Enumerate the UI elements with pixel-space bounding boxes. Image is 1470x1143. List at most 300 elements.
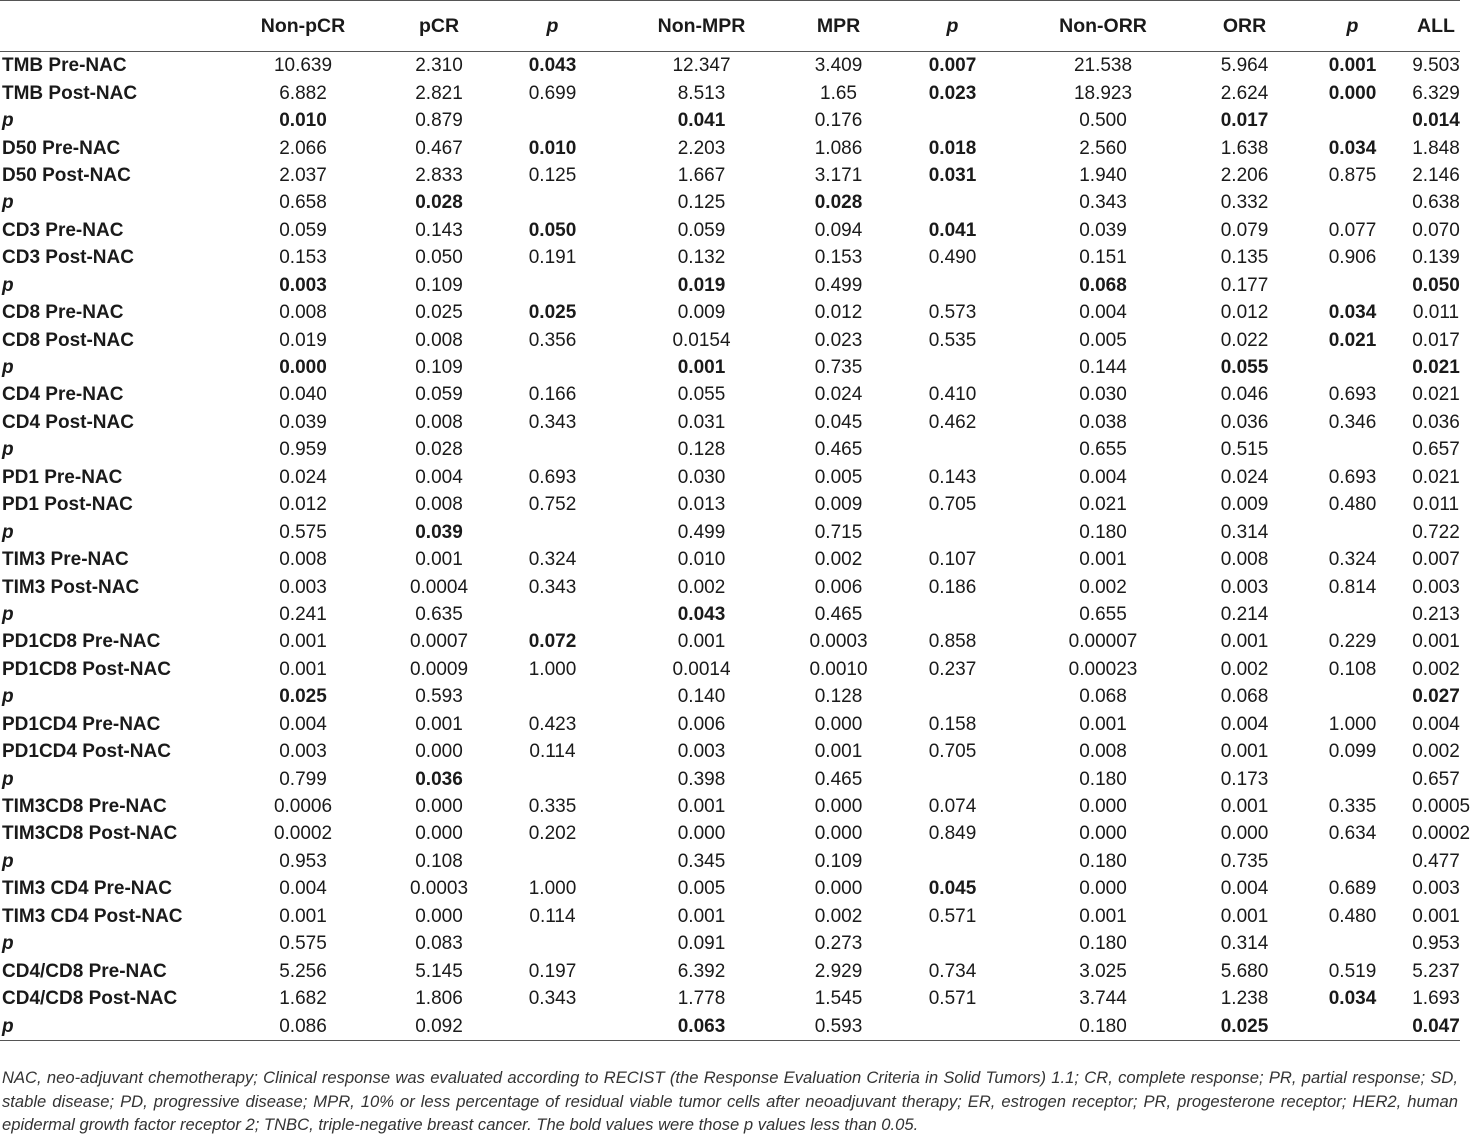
table-cell: 0.657	[1412, 768, 1460, 790]
table-cell: 0.000	[1079, 796, 1127, 818]
table-cell: 0.213	[1412, 603, 1460, 625]
table-cell: 0.092	[394, 1012, 484, 1040]
table-cell: 0.009	[1220, 494, 1269, 516]
table-cell	[484, 683, 621, 710]
table-cell: 0.006	[677, 713, 726, 735]
table-cell: 0.799	[279, 768, 327, 790]
table-row	[0, 738, 1460, 765]
table-cell: 2.560	[1079, 137, 1127, 159]
table-row	[0, 217, 1460, 244]
table-cell: 0.343	[528, 411, 577, 433]
table-row	[0, 985, 1460, 1012]
table-cell: 0.031	[677, 411, 726, 433]
table-cell: 0.186	[928, 576, 977, 598]
table-cell: 1.545	[814, 988, 863, 1010]
table-cell: 0.0005	[1412, 796, 1470, 818]
table-cell: 0.000	[279, 357, 327, 379]
table-cell: 0.657	[1412, 439, 1460, 461]
row-label: p	[0, 1012, 212, 1040]
row-label: PD1CD8 Pre-NAC	[2, 631, 161, 653]
table-cell: 0.140	[677, 686, 726, 708]
table-cell: 0.000	[1079, 823, 1127, 845]
table-cell: 0.693	[1328, 466, 1377, 488]
row-label: TIM3 Pre-NAC	[2, 549, 129, 571]
table-row	[0, 491, 1460, 518]
table-cell	[484, 1012, 621, 1040]
row-label: p	[2, 768, 14, 790]
table-cell: 0.012	[279, 494, 327, 516]
table-cell: 0.021	[1412, 357, 1460, 379]
row-label: CD8 Post-NAC	[2, 329, 134, 351]
table-row	[0, 711, 1460, 738]
table-cell: 0.055	[677, 384, 726, 406]
table-cell: 0.001	[415, 713, 463, 735]
table-cell: 0.017	[1220, 110, 1269, 132]
table-cell: 0.007	[1412, 549, 1460, 571]
table-cell: 0.715	[814, 521, 863, 543]
table-cell: 0.515	[1220, 439, 1269, 461]
table-cell: 6.329	[1412, 82, 1460, 104]
table-cell: 0.00023	[1068, 658, 1138, 680]
table-row	[0, 436, 1460, 463]
table-cell: 0.039	[279, 411, 327, 433]
row-label: TMB Pre-NAC	[2, 55, 127, 77]
row-label: CD3 Pre-NAC	[2, 219, 124, 241]
table-cell: 0.001	[1328, 55, 1377, 77]
table-row	[0, 1012, 1460, 1040]
table-cell: 2.206	[1220, 164, 1269, 186]
table-cell: 0.214	[1220, 603, 1269, 625]
table-cell: 0.001	[279, 905, 327, 927]
table-cell: 0.343	[528, 576, 577, 598]
table-cell: 0.002	[814, 905, 863, 927]
table-cell: 1.638	[1220, 137, 1269, 159]
table-cell: 0.0009	[409, 658, 469, 680]
table-cell: 0.959	[279, 439, 327, 461]
table-cell: 0.000	[677, 823, 726, 845]
table-cell: 9.503	[1412, 55, 1460, 77]
table-cell	[1293, 436, 1412, 463]
table-cell: 0.143	[415, 219, 463, 241]
table-row	[0, 326, 1460, 353]
table-cell: 0.114	[529, 741, 576, 763]
table-cell: 0.462	[928, 411, 977, 433]
row-label: p	[2, 110, 14, 132]
table-cell	[484, 518, 621, 545]
table-cell: 0.034	[1328, 302, 1377, 324]
table-row	[0, 162, 1460, 189]
table-cell: 0.114	[529, 905, 576, 927]
table-cell: 0.345	[677, 850, 726, 872]
table-cell: 0.593	[415, 686, 463, 708]
row-label: p	[2, 439, 14, 461]
row-label: PD1 Pre-NAC	[2, 466, 123, 488]
table-row	[0, 930, 1460, 957]
table-cell: 1.000	[528, 878, 577, 900]
table-cell: 0.019	[279, 329, 327, 351]
table-cell	[1293, 189, 1412, 216]
table-cell: 0.000	[1328, 82, 1377, 104]
row-label: p	[2, 192, 14, 214]
table-cell: 0.019	[677, 274, 726, 296]
table-cell: 0.658	[279, 192, 327, 214]
table-cell: 0.001	[279, 631, 327, 653]
row-label: TIM3CD8 Pre-NAC	[2, 796, 167, 818]
table-cell	[895, 189, 1010, 216]
table-cell	[484, 601, 621, 628]
header-cell-mpr: MPR	[782, 1, 895, 52]
table-cell: 0.398	[677, 768, 726, 790]
table-cell: 0.109	[415, 357, 463, 379]
table-cell: 0.059	[415, 384, 463, 406]
table-cell: 0.480	[1328, 494, 1377, 516]
table-cell: 0.655	[1079, 603, 1127, 625]
table-cell: 0.125	[677, 192, 726, 214]
table-cell: 5.964	[1220, 55, 1269, 77]
table-cell: 1.238	[1220, 988, 1269, 1010]
table-cell: 0.004	[415, 466, 463, 488]
table-cell	[895, 1012, 1010, 1040]
table-cell: 0.024	[814, 384, 863, 406]
table-cell: 0.003	[1412, 576, 1460, 598]
table-cell: 0.519	[1328, 960, 1377, 982]
table-cell: 1.000	[528, 658, 577, 680]
table-cell: 0.091	[677, 933, 726, 955]
table-cell: 2.066	[279, 137, 327, 159]
table-cell: 0.0002	[273, 823, 333, 845]
table-cell: 0.018	[928, 137, 977, 159]
table-cell: 6.882	[279, 82, 327, 104]
table-cell: 0.571	[928, 905, 977, 927]
table-cell: 0.005	[1079, 329, 1127, 351]
table-cell: 3.409	[814, 55, 863, 77]
table-cell: 0.002	[1079, 576, 1127, 598]
table-cell: 0.021	[1328, 329, 1377, 351]
table-cell: 0.849	[928, 823, 977, 845]
row-label: CD4 Pre-NAC	[2, 384, 124, 406]
table-cell: 0.735	[1220, 850, 1269, 872]
table-cell: 0.343	[1079, 192, 1127, 214]
table-cell: 0.009	[814, 494, 863, 516]
table-cell: 0.875	[1328, 164, 1377, 186]
table-cell: 0.002	[1220, 658, 1269, 680]
table-cell: 0.638	[1412, 192, 1460, 214]
table-cell: 0.012	[814, 302, 863, 324]
table-cell: 0.693	[1328, 384, 1377, 406]
table-row	[0, 957, 1460, 984]
table-cell: 0.314	[1220, 521, 1269, 543]
table-cell: 0.000	[814, 796, 863, 818]
table-cell: 0.023	[814, 329, 863, 351]
table-cell: 0.480	[1328, 905, 1377, 927]
table-cell: 0.500	[1079, 110, 1127, 132]
table-cell: 0.128	[677, 439, 726, 461]
table-cell: 0.068	[1079, 686, 1127, 708]
row-label: p	[2, 603, 14, 625]
table-cell: 0.011	[1412, 494, 1460, 516]
table-cell: 0.083	[415, 933, 463, 955]
table-row	[0, 354, 1460, 381]
table-cell: 0.072	[528, 631, 577, 653]
table-cell: 1.778	[677, 988, 726, 1010]
row-label: p	[2, 521, 14, 543]
table-cell: 0.004	[279, 878, 327, 900]
table-cell: 0.477	[1412, 850, 1460, 872]
row-label: PD1CD4 Pre-NAC	[2, 713, 161, 735]
table-cell: 3.744	[1079, 988, 1127, 1010]
header-cell-non-pcr: Non-pCR	[212, 1, 394, 52]
table-cell: 0.139	[1412, 247, 1460, 269]
table-cell: 0.001	[677, 905, 726, 927]
table-cell: 0.346	[1328, 411, 1377, 433]
row-label: CD3 Post-NAC	[2, 247, 134, 269]
row-label: TIM3 CD4 Pre-NAC	[2, 878, 172, 900]
table-cell: 0.814	[1328, 576, 1377, 598]
table-cell: 0.036	[1220, 411, 1269, 433]
header-cell-p-orr: p	[1293, 1, 1412, 52]
table-cell: 0.332	[1220, 192, 1269, 214]
table-cell: 0.571	[928, 988, 977, 1010]
table-cell	[1293, 272, 1412, 299]
table-cell: 0.906	[1328, 247, 1377, 269]
table-cell: 0.059	[677, 219, 726, 241]
table-cell: 0.000	[415, 741, 463, 763]
table-cell: 0.699	[528, 82, 577, 104]
table-cell: 0.045	[928, 878, 977, 900]
table-cell: 0.153	[279, 247, 327, 269]
table-cell	[484, 189, 621, 216]
table-cell: 0.008	[415, 411, 463, 433]
table-cell: 0.107	[928, 549, 977, 571]
table-cell: 0.011	[1412, 302, 1460, 324]
table-cell	[895, 765, 1010, 792]
table-cell	[895, 683, 1010, 710]
table-cell: 0.001	[814, 741, 863, 763]
table-cell: 0.002	[814, 549, 863, 571]
table-cell: 0.034	[1328, 137, 1377, 159]
table-cell: 2.146	[1412, 164, 1460, 186]
table-row	[0, 848, 1460, 875]
table-cell	[484, 436, 621, 463]
table-cell: 0.879	[415, 110, 463, 132]
table-cell: 0.025	[279, 686, 327, 708]
table-cell: 0.202	[528, 823, 577, 845]
table-cell	[1293, 107, 1412, 134]
table-body	[0, 52, 1470, 1041]
table-cell: 0.030	[677, 466, 726, 488]
table-cell: 0.0014	[672, 658, 731, 680]
table-cell: 0.008	[279, 302, 327, 324]
table-cell: 0.001	[1412, 905, 1460, 927]
table-cell: 0.705	[928, 741, 977, 763]
table-cell: 0.0010	[809, 658, 868, 680]
table-cell: 0.001	[677, 631, 726, 653]
table-cell: 0.0006	[273, 796, 333, 818]
table-cell: 0.00007	[1068, 631, 1138, 653]
row-label: p	[2, 850, 14, 872]
table-cell: 0.000	[1079, 878, 1127, 900]
table-cell: 0.003	[677, 741, 726, 763]
table-cell: 0.575	[279, 933, 327, 955]
table-cell: 0.070	[1412, 219, 1460, 241]
table-cell	[1293, 765, 1412, 792]
table-cell: 0.153	[814, 247, 863, 269]
table-cell: 1.667	[677, 164, 726, 186]
table-cell: 5.145	[415, 960, 463, 982]
table-cell: 0.000	[415, 796, 463, 818]
table-cell	[895, 930, 1010, 957]
table-cell: 0.004	[1412, 713, 1460, 735]
table-cell: 0.045	[814, 411, 863, 433]
table-footnote: NAC, neo-adjuvant chemotherapy; Clinical response was evaluated according to RECIST (the Response Evaluation Criteria in Solid Tumors) 1.1; CR, complete response; PR, partial response; SD, stable disease; PD, progressive disease; MPR, 10% or less percentage of residual viable tumor cells after neoadjuvant therapy; ER, estrogen receptor; PR, progesterone receptor; HER2, human epidermal growth factor receptor 2; TNBC, triple-negative breast cancer. The bold values were those p values less than 0.05.	[2, 1068, 1458, 1134]
table-cell: 0.001	[1412, 631, 1460, 653]
table-cell: 0.858	[928, 631, 977, 653]
table-cell: 0.229	[1328, 631, 1377, 653]
table-row	[0, 134, 1460, 161]
table-cell: 21.538	[1073, 55, 1133, 77]
table-row	[0, 381, 1460, 408]
table-cell: 0.499	[677, 521, 726, 543]
table-cell: 0.634	[1328, 823, 1377, 845]
table-cell: 0.050	[528, 219, 577, 241]
table-row	[0, 820, 1460, 847]
row-label: p	[2, 933, 14, 955]
table-cell: 0.017	[1412, 329, 1460, 351]
table-cell: 0.028	[415, 192, 463, 214]
table-cell: 0.001	[279, 658, 327, 680]
table-cell: 0.021	[1412, 384, 1460, 406]
table-cell	[1293, 601, 1412, 628]
header-cell-non-mpr: Non-MPR	[621, 1, 782, 52]
table-cell: 1.693	[1412, 988, 1460, 1010]
row-label: TIM3 Post-NAC	[2, 576, 140, 598]
table-cell: 0.722	[1412, 521, 1460, 543]
table-cell: 0.465	[814, 603, 863, 625]
table-cell: 0.151	[1079, 247, 1127, 269]
table-cell: 0.191	[528, 247, 577, 269]
table-cell: 0.335	[528, 796, 577, 818]
table-cell: 0.356	[528, 329, 577, 351]
table-cell	[895, 354, 1010, 381]
table-cell: 0.000	[814, 713, 863, 735]
row-label: TIM3CD8 Post-NAC	[2, 823, 178, 845]
table-cell: 2.203	[677, 137, 726, 159]
table-row	[0, 409, 1460, 436]
table-cell: 0.000	[814, 823, 863, 845]
table-cell: 0.001	[1079, 549, 1127, 571]
table-cell: 0.028	[415, 439, 463, 461]
table-row	[0, 52, 1460, 80]
row-label: PD1 Post-NAC	[2, 494, 133, 516]
table-cell: 0.008	[415, 494, 463, 516]
table-cell: 0.465	[814, 768, 863, 790]
table-cell	[895, 601, 1010, 628]
table-row	[0, 601, 1460, 628]
table-row	[0, 518, 1460, 545]
table-cell: 0.467	[415, 137, 463, 159]
table-cell: 1.848	[1412, 137, 1460, 159]
table-cell: 0.410	[928, 384, 977, 406]
table-cell: 3.025	[1079, 960, 1127, 982]
row-label: PD1CD4 Post-NAC	[2, 741, 171, 763]
table-cell: 0.001	[1220, 905, 1269, 927]
row-label: D50 Pre-NAC	[2, 137, 121, 159]
table-cell: 0.343	[528, 988, 577, 1010]
table-cell: 0.197	[528, 960, 577, 982]
table-cell: 0.734	[928, 960, 977, 982]
table-cell: 0.010	[677, 549, 726, 571]
table-cell: 0.004	[1220, 878, 1269, 900]
table-cell: 0.063	[621, 1012, 782, 1040]
table-cell: 0.036	[415, 768, 463, 790]
table-cell: 0.490	[928, 247, 977, 269]
table-cell: 18.923	[1073, 82, 1133, 104]
table-cell: 0.241	[279, 603, 327, 625]
table-cell: 0.038	[1079, 411, 1127, 433]
table-cell: 0.039	[415, 521, 463, 543]
table-cell: 0.135	[1220, 247, 1269, 269]
table-cell: 0.000	[814, 878, 863, 900]
table-cell: 0.144	[1079, 357, 1127, 379]
table-cell: 0.180	[1079, 933, 1127, 955]
table-cell	[895, 107, 1010, 134]
table-cell: 0.0002	[1412, 823, 1470, 845]
header-cell-orr: ORR	[1196, 1, 1293, 52]
table-cell	[484, 107, 621, 134]
table-row	[0, 244, 1460, 271]
table-row	[0, 875, 1460, 902]
table-row	[0, 189, 1460, 216]
table-cell: 5.237	[1412, 960, 1460, 982]
table-cell: 0.125	[528, 164, 577, 186]
table-cell: 0.043	[528, 55, 577, 77]
table-cell: 0.177	[1220, 274, 1269, 296]
table-cell: 0.314	[1220, 933, 1269, 955]
table-cell: 0.001	[1220, 631, 1269, 653]
table-cell: 0.021	[1412, 466, 1460, 488]
table-cell: 0.324	[1328, 549, 1377, 571]
header-cell-p-pcr: p	[484, 1, 621, 52]
table-cell: 0.143	[928, 466, 977, 488]
table-cell	[1293, 354, 1412, 381]
table-row	[0, 79, 1460, 106]
table-cell: 0.006	[814, 576, 863, 598]
table-cell: 0.014	[1412, 110, 1460, 132]
table-cell: 0.043	[677, 603, 726, 625]
table-cell: 0.025	[1196, 1012, 1293, 1040]
table-row	[0, 793, 1460, 820]
table-cell	[1293, 930, 1412, 957]
table-cell: 0.036	[1412, 411, 1460, 433]
table-row	[0, 272, 1460, 299]
row-label: p	[2, 357, 14, 379]
table-cell: 2.037	[279, 164, 327, 186]
table-cell: 0.094	[814, 219, 863, 241]
table-cell: 0.007	[928, 55, 977, 77]
table-cell: 5.256	[279, 960, 327, 982]
table-cell: 0.735	[814, 357, 863, 379]
table-cell: 0.022	[1220, 329, 1269, 351]
table-cell: 0.335	[1328, 796, 1377, 818]
table-cell: 0.173	[1220, 768, 1269, 790]
table-cell: 0.273	[814, 933, 863, 955]
table-cell: 0.023	[928, 82, 977, 104]
table-cell: 0.003	[1412, 878, 1460, 900]
table-cell: 0.001	[1220, 796, 1269, 818]
table-cell: 3.171	[814, 164, 863, 186]
table-row	[0, 683, 1460, 710]
table-cell	[1293, 848, 1412, 875]
